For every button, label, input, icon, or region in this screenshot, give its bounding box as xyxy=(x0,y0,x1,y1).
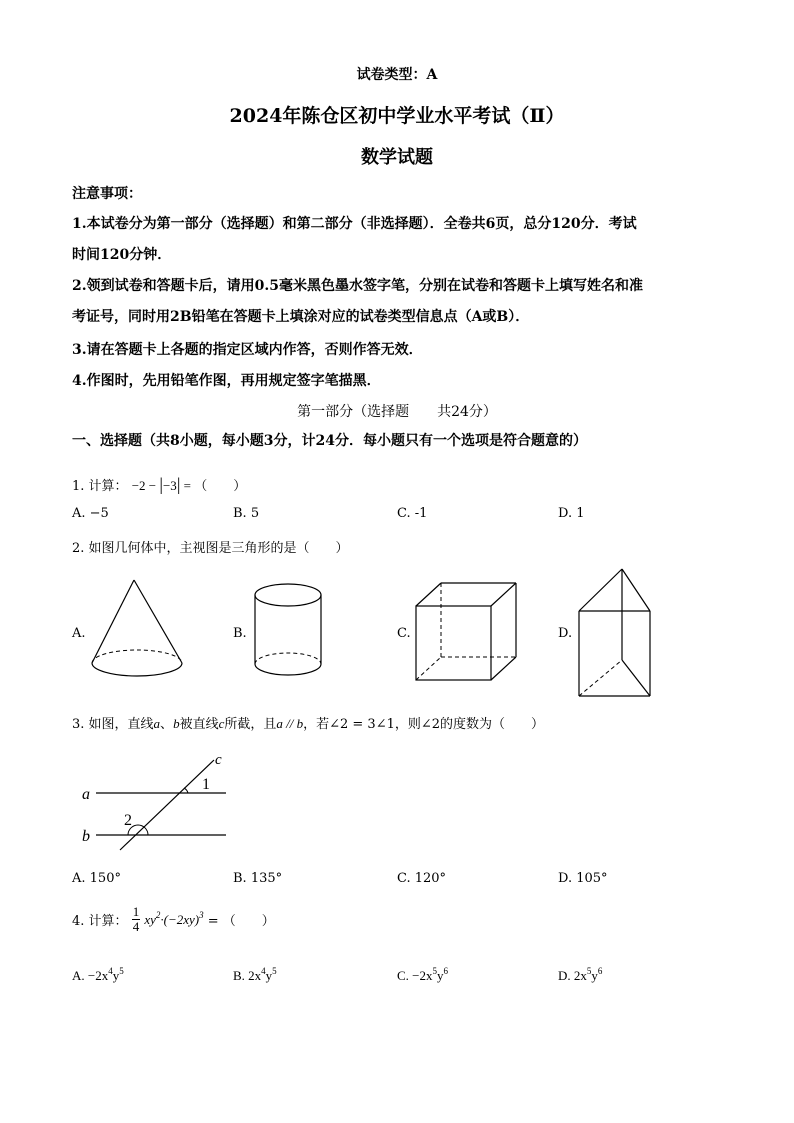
notice-item-1-line-1: 1.本试卷分为第一部分（选择题）和第二部分（非选择题）．全卷共6页，总分120分．考试 xyxy=(72,216,637,232)
line-c xyxy=(120,760,214,850)
opt-exp: 6 xyxy=(597,966,603,976)
opt-exp: 5 xyxy=(119,966,124,976)
q3-option-c: C. 120° xyxy=(397,871,447,886)
label-angle-2: 2 xyxy=(124,812,132,829)
opt-text: D. 2x xyxy=(558,968,587,983)
opt-text: A. −2x xyxy=(72,968,109,983)
q3-var-c: c xyxy=(218,716,225,731)
q1-option-d: D. 1 xyxy=(558,506,585,521)
q4-option-c xyxy=(397,968,448,984)
question-4-stem xyxy=(72,905,275,934)
prism-edge xyxy=(622,660,650,696)
q4-exp-2: 2 xyxy=(155,909,161,920)
label-b: b xyxy=(82,828,90,845)
q4-term-2: ·(−2xy) xyxy=(160,911,200,927)
abs-bar-left: | xyxy=(159,474,163,494)
cube-edge xyxy=(491,583,516,606)
opt-exp: 4 xyxy=(108,966,113,976)
q4-option-a xyxy=(72,968,124,984)
opt-exp: 4 xyxy=(261,966,266,976)
opt-text: C. −2x xyxy=(397,968,433,983)
cube-figure xyxy=(413,580,523,684)
cone-right-edge xyxy=(134,580,182,663)
q3-text-3: 所截，且 xyxy=(224,717,277,732)
notice-item-3: 3.请在答题卡上各题的指定区域内作答，否则作答无效． xyxy=(72,342,423,358)
paper-type: 试卷类型：A xyxy=(356,67,438,83)
opt-text: y xyxy=(437,968,444,983)
opt-text: y xyxy=(591,968,598,983)
opt-exp: 5 xyxy=(586,966,592,976)
cylinder-top xyxy=(255,584,321,606)
q3-var-b: b xyxy=(173,716,180,731)
q2-label-a: A. xyxy=(72,626,86,641)
section-heading: 一、选择题（共8小题，每小题3分，计24分．每小题只有一个选项是符合题意的） xyxy=(72,433,587,449)
opt-text: y xyxy=(112,968,120,983)
question-1-expression xyxy=(131,474,195,494)
angle-1-arc xyxy=(184,788,188,793)
label-c: c xyxy=(215,752,222,768)
prism-edge xyxy=(579,569,622,611)
fraction-numerator: 1 xyxy=(132,904,140,919)
question-1-label: 1. 计算： xyxy=(72,479,128,494)
q2-label-c: C. xyxy=(397,626,411,641)
cube-front-face xyxy=(416,606,491,680)
cone-left-edge xyxy=(92,580,134,663)
opt-exp: 5 xyxy=(432,966,438,976)
q3-var-a: a xyxy=(153,716,161,731)
q4-label: 4. 计算： xyxy=(72,914,128,929)
notice-heading: 注意事项： xyxy=(72,186,142,202)
cube-hidden-edge xyxy=(416,657,441,680)
prism-hidden-edge xyxy=(579,660,622,696)
q1-option-b: B. 5 xyxy=(233,506,260,521)
q2-label-d: D. xyxy=(558,626,573,641)
question-3-stem xyxy=(72,713,544,732)
cube-edge xyxy=(416,583,441,606)
prism-figure xyxy=(576,566,656,700)
label-a: a xyxy=(82,786,90,803)
notice-item-4: 4.作图时，先用铅笔作图，再用规定签字笔描黑． xyxy=(72,373,381,389)
q1-option-c: C. -1 xyxy=(397,506,428,521)
expr-part-b: −3 xyxy=(162,478,177,493)
q1-option-a: A. −5 xyxy=(72,506,109,521)
opt-exp: 6 xyxy=(443,966,449,976)
label-angle-1: 1 xyxy=(202,776,210,793)
notice-item-1-line-2: 时间120分钟． xyxy=(72,247,172,263)
cylinder-base-back xyxy=(255,653,321,664)
cone-figure xyxy=(88,578,188,688)
q3-option-b: B. 135° xyxy=(233,871,283,886)
opt-text: y xyxy=(265,968,273,983)
expr-part-c: = xyxy=(180,478,195,493)
q3-text-2: 被直线 xyxy=(179,717,219,732)
subject-title: 数学试题 xyxy=(361,147,433,168)
q4-option-d xyxy=(558,968,602,984)
notice-item-2-line-1: 2.领到试卷和答题卡后，请用0.5毫米黑色墨水签字笔，分别在试卷和答题卡上填写姓名和准 xyxy=(72,278,643,294)
question-1-stem xyxy=(72,474,246,495)
q3-text-1: 3. 如图，直线 xyxy=(72,717,154,732)
cylinder-base-front xyxy=(255,664,321,675)
part1-title: 第一部分（选择题 共24分） xyxy=(297,404,497,420)
opt-exp: 5 xyxy=(272,966,277,976)
fraction-denominator: 4 xyxy=(132,919,140,934)
q3-parallel: a // b xyxy=(276,716,304,731)
exam-title: 2024年陈仓区初中学业水平考试（Ⅱ） xyxy=(229,105,565,127)
opt-text: B. 2x xyxy=(233,968,262,983)
q3-text-4: ，若∠2 = 3∠1，则∠2的度数为（ ） xyxy=(303,717,545,732)
q3-figure xyxy=(72,748,242,856)
q4-exp-3: 3 xyxy=(199,909,204,920)
q4-fraction xyxy=(132,905,141,934)
notice-item-2-line-2: 考证号，同时用2B铅笔在答题卡上填涂对应的试卷类型信息点（A或B）． xyxy=(72,309,530,325)
q2-label-b: B. xyxy=(233,626,247,641)
cone-base-back xyxy=(92,650,182,663)
q3-option-a: A. 150° xyxy=(72,871,121,886)
q4-term-1: xy xyxy=(144,911,156,927)
q3-option-d: D. 105° xyxy=(558,871,608,886)
q4-blank: = （ ） xyxy=(203,914,275,929)
cone-base-front xyxy=(92,663,182,676)
prism-edge xyxy=(622,569,650,611)
q4-expression xyxy=(144,909,204,927)
q4-option-b xyxy=(233,968,277,984)
cube-edge xyxy=(491,657,516,680)
q3-sep: 、 xyxy=(160,717,174,732)
question-2-stem: 2. 如图几何体中，主视图是三角形的是（ ） xyxy=(72,541,349,556)
expr-part-a: −2 − xyxy=(131,478,160,493)
abs-bar-right: | xyxy=(176,474,181,494)
cylinder-figure xyxy=(252,582,328,682)
question-1-blank: （ ） xyxy=(194,479,247,494)
